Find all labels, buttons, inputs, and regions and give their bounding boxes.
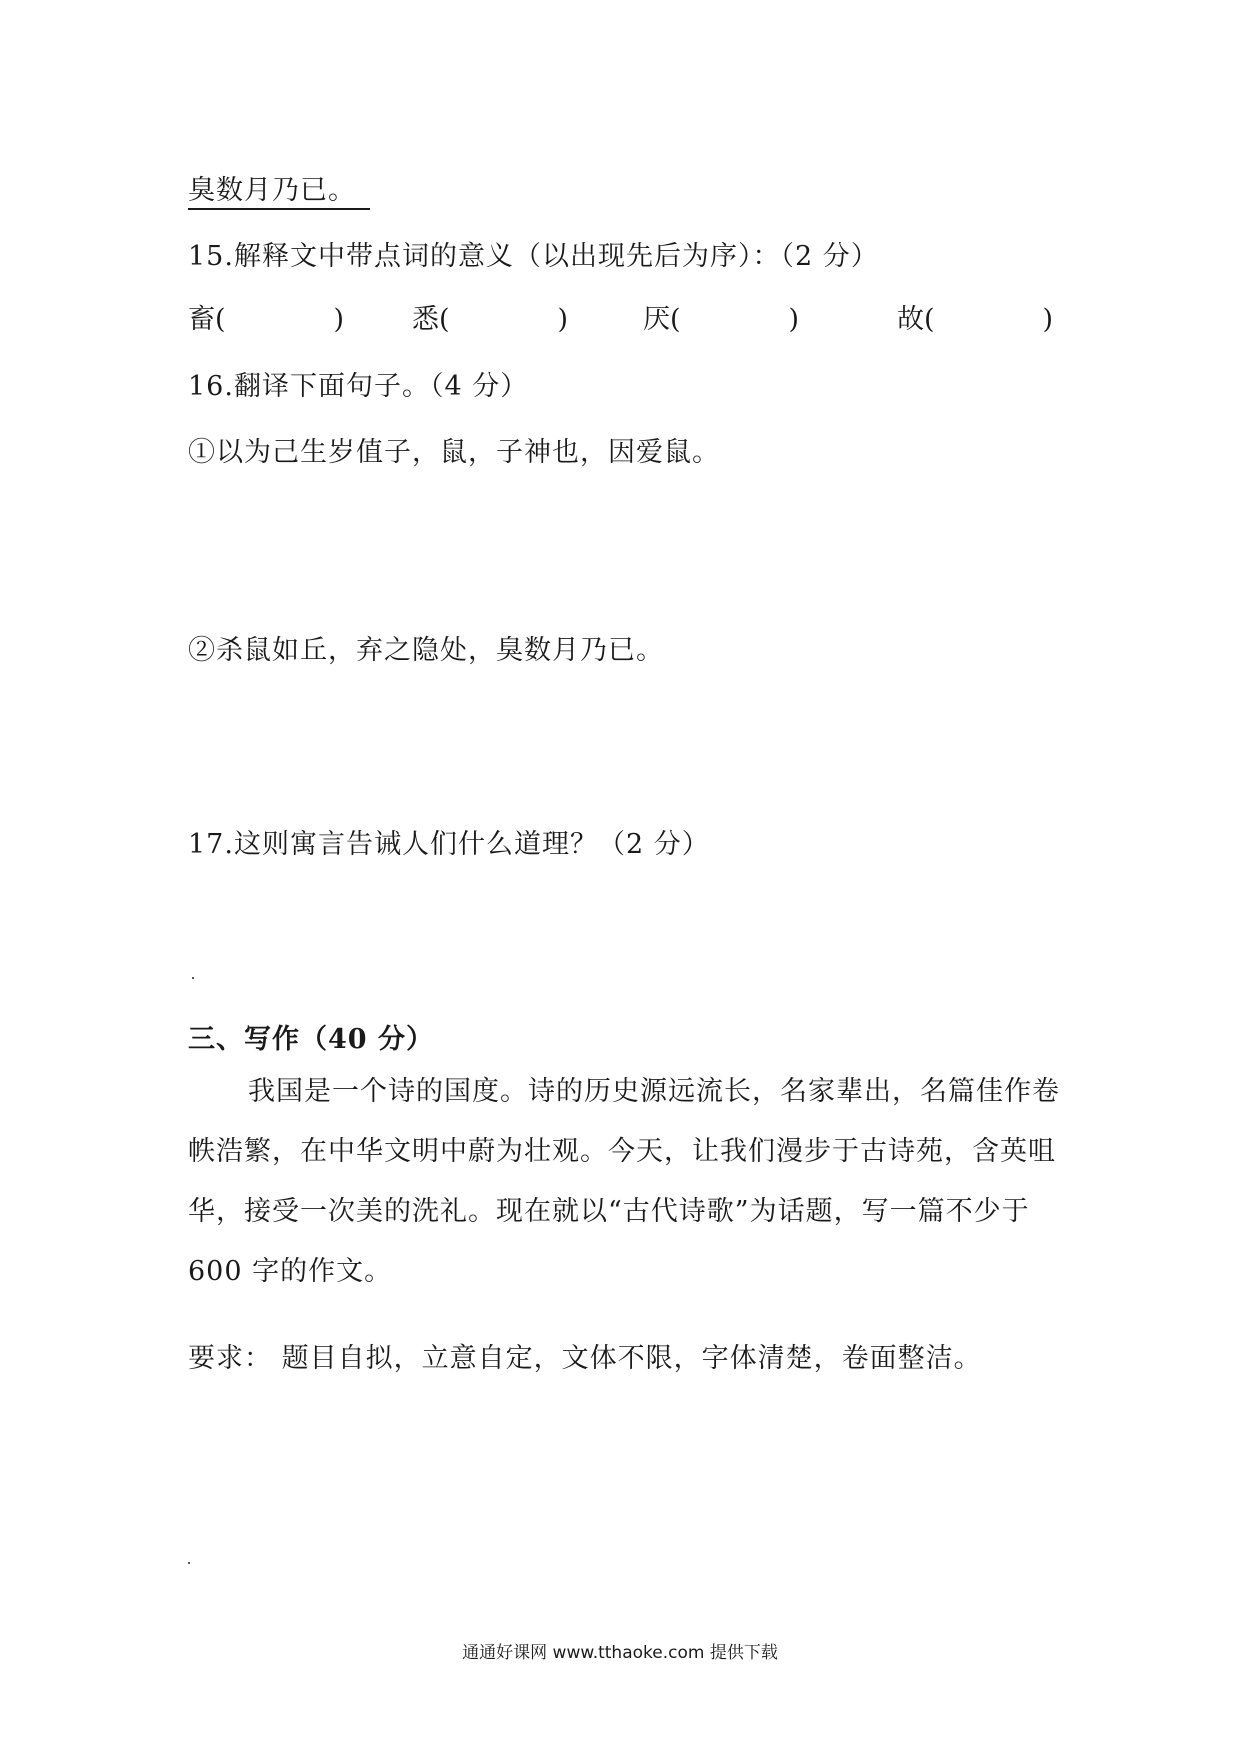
section3-heading: 三、写作（40 分） [188, 1024, 434, 1055]
scan-speck [188, 1562, 190, 1564]
q15-blank-4: 故( ) [897, 304, 1054, 335]
page-footer: 通通好课网 www.tthaoke.com 提供下载 [462, 1643, 778, 1663]
q17-prompt: 17.这则寓言告诫人们什么道理？（2 分） [188, 829, 710, 860]
q15-blank-2: 悉( ) [412, 304, 569, 335]
section3-body-text: 我国是一个诗的国度。诗的历史源远流长，名家辈出，名篇佳作卷帙浩繁，在中华文明中蔚为壮观。今天，让我们漫步于古诗苑，含英咀华，接受一次美的洗礼。现在就以“古代诗歌”为话题，写一篇不少于 600 字的作文。 [188, 1076, 1060, 1287]
top-fragment-text: 臭数月乃已。 [188, 175, 370, 210]
section3-body [188, 1062, 1068, 1302]
q16-sentence-2: ②杀鼠如丘，弃之隐处，臭数月乃已。 [188, 635, 664, 666]
q16-prompt: 16.翻译下面句子。（4 分） [188, 371, 529, 402]
top-fragment [188, 168, 370, 207]
q15-blank-1: 畜( ) [188, 304, 345, 335]
section3-requirements: 要求： 题目自拟，立意自定，文体不限，字体清楚，卷面整洁。 [188, 1343, 982, 1374]
scan-speck [192, 977, 194, 979]
q16-sentence-1: ①以为己生岁值子，鼠，子神也，因爱鼠。 [188, 437, 720, 468]
q15-blank-3: 厌( ) [643, 304, 800, 335]
q15-prompt: 15.解释文中带点词的意义（以出现先后为序）：（2 分） [188, 241, 879, 272]
